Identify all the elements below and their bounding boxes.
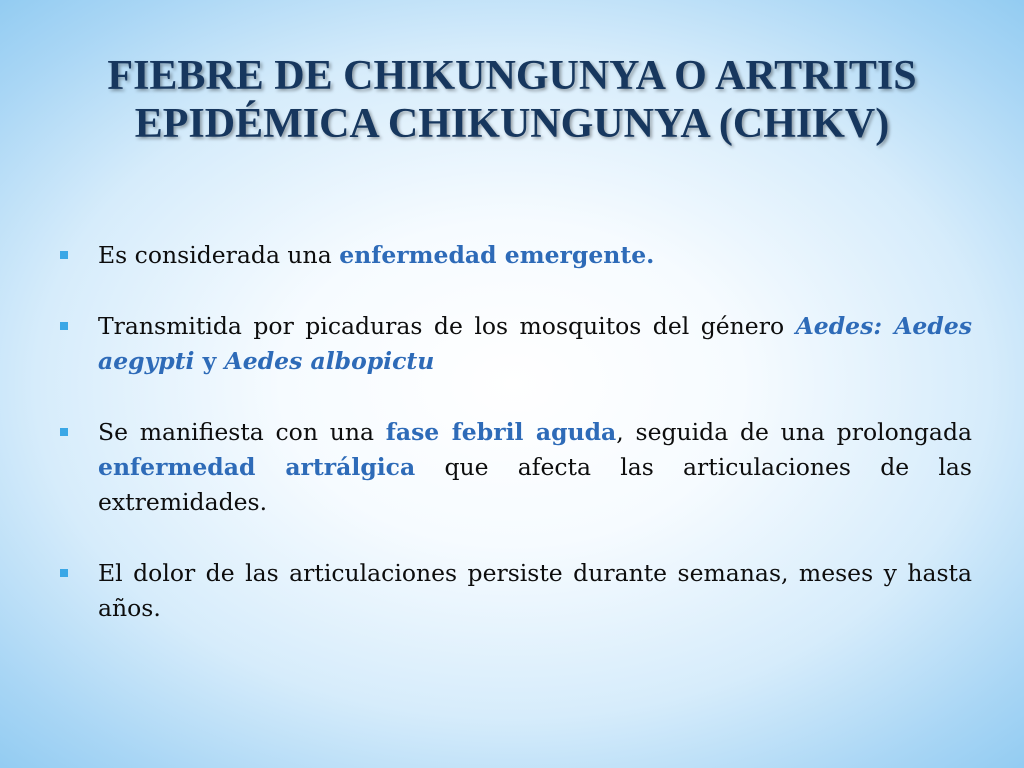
bullet-highlight: enfermedad emergente.	[339, 241, 655, 269]
slide-title-line-2: EPIDÉMICA CHIKUNGUNYA (CHIKV)	[134, 101, 890, 147]
bullet-text: El dolor de las articulaciones persiste durante semanas, meses y hasta años.	[98, 559, 972, 622]
bullet-text: , seguida de una prolongada	[616, 418, 972, 446]
bullet-text: Transmitida por picaduras de los mosquitos del género	[98, 312, 796, 340]
slide-title	[0, 52, 1024, 148]
bullet-item-transmission	[60, 309, 972, 379]
slide-title-line-1: FIEBRE DE CHIKUNGUNYA O ARTRITIS	[107, 53, 917, 99]
square-bullet-icon	[60, 322, 68, 330]
bullet-highlight-species-2: Aedes albopictu	[224, 347, 435, 375]
bullet-text: que afecta las articulaciones de las extremidades.	[98, 453, 972, 516]
bullet-item-joint-pain	[60, 556, 972, 626]
square-bullet-icon	[60, 428, 68, 436]
square-bullet-icon	[60, 569, 68, 577]
bullet-item-emergent	[60, 238, 972, 273]
bullet-text: Es considerada una	[98, 241, 340, 269]
bullet-text: Se manifiesta con una	[98, 418, 386, 446]
bullet-list	[60, 238, 972, 626]
bullet-highlight-arthralgic: enfermedad artrálgica	[98, 453, 416, 481]
square-bullet-icon	[60, 251, 68, 259]
bullet-text-connector: y	[194, 347, 225, 375]
bullet-item-phases	[60, 415, 972, 520]
bullet-highlight-febrile-phase: fase febril aguda	[385, 418, 617, 446]
bullet-highlight-species-1: Aedes: Aedes aegypti	[98, 312, 972, 375]
